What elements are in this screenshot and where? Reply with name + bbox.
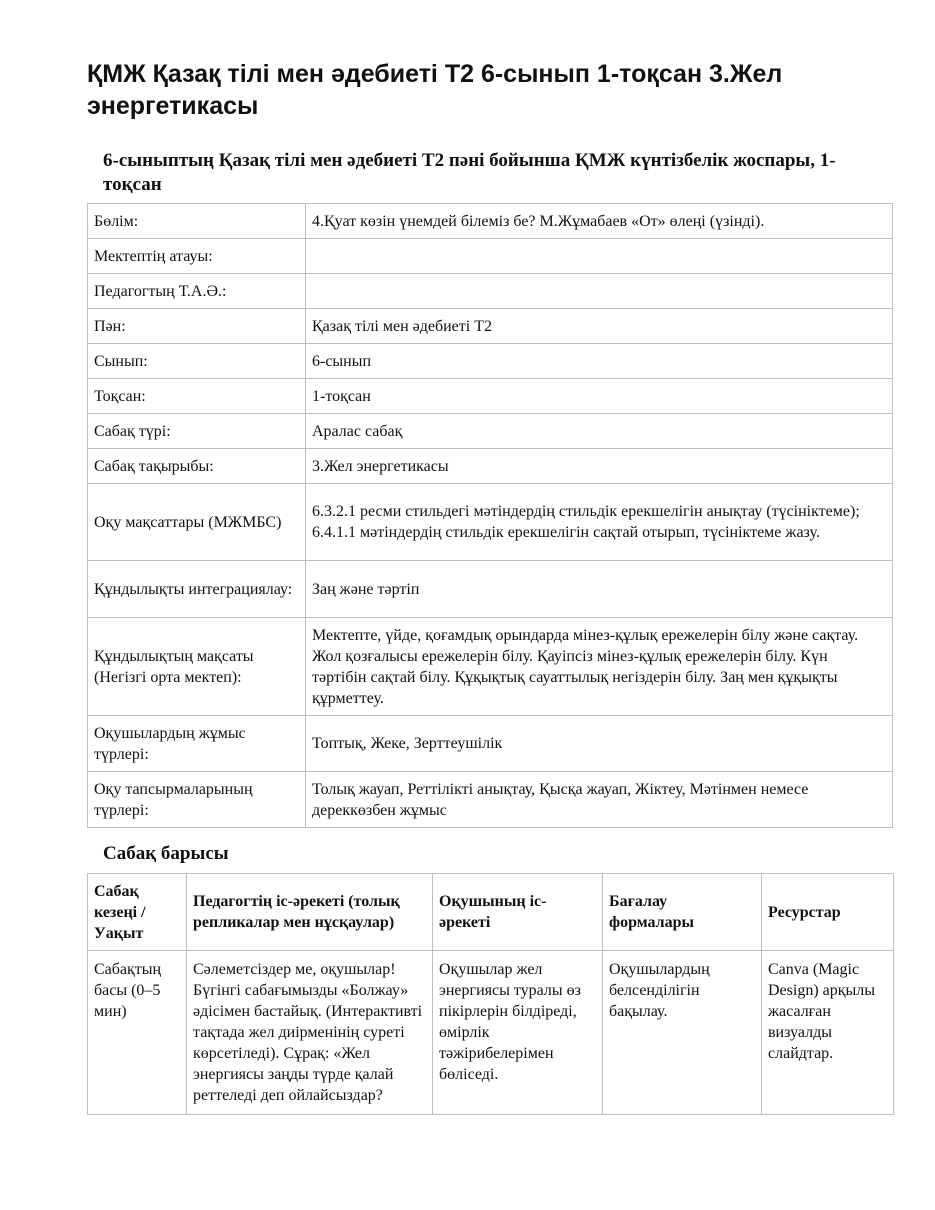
info-value: 1-тоқсан — [306, 379, 893, 414]
lesson-info-table — [87, 203, 893, 828]
table-row — [88, 239, 893, 274]
info-label: Оқушылардың жұмыс түрлері: — [88, 716, 306, 772]
table-row — [88, 379, 893, 414]
info-value: Топтық, Жеке, Зерттеушілік — [306, 716, 893, 772]
table-row — [88, 344, 893, 379]
table-row — [88, 618, 893, 716]
column-header-student-activity: Оқушының іс-әрекеті — [433, 874, 603, 951]
table-row — [88, 561, 893, 618]
lesson-progress-heading: Сабақ барысы — [103, 843, 229, 864]
plan-heading: 6-сыныптың Қазақ тілі мен әдебиеті Т2 пәні бойынша ҚМЖ күнтізбелік жоспары, 1-тоқсан — [103, 150, 836, 195]
info-value: Аралас сабақ — [306, 414, 893, 449]
info-label: Сабақ түрі: — [88, 414, 306, 449]
info-label: Мектептің атауы: — [88, 239, 306, 274]
column-header-teacher-activity: Педагогтің іс-әрекеті (толық репликалар мен нұсқаулар) — [187, 874, 433, 951]
table-row — [88, 414, 893, 449]
table-row — [88, 951, 894, 1115]
info-label: Сабақ тақырыбы: — [88, 449, 306, 484]
info-value: 4.Қуат көзін үнемдей білеміз бе? М.Жұмабаев «От» өлеңі (үзінді). — [306, 204, 893, 239]
info-label: Тоқсан: — [88, 379, 306, 414]
info-value: 6-сынып — [306, 344, 893, 379]
cell-assessment: Оқушылардың белсенділігін бақылау. — [603, 951, 762, 1115]
column-header-stage: Сабақ кезеңі / Уақыт — [88, 874, 187, 951]
info-value: Мектепте, үйде, қоғамдық орындарда мінез-құлық ережелерін білу және сақтау. Жол қозғалысы ережелерін білу. Қауіпсіз мінез-құлық ережелерін білу. Күн тәртібін сақтай білу. Құқықтық сауаттылық негіздерін білу. Заң мен құқықты құрметтеу. — [306, 618, 893, 716]
info-label: Оқу тапсырмаларының түрлері: — [88, 772, 306, 828]
info-value: Қазақ тілі мен әдебиеті Т2 — [306, 309, 893, 344]
info-label: Құндылықты интеграциялау: — [88, 561, 306, 618]
cell-teacher-activity: Сәлеметсіздер ме, оқушылар! Бүгінгі сабағымызды «Болжау» әдісімен бастайық. (Интерактивті тақтада жел диірменінің суреті көрсетіледі). Сұрақ: «Жел энергиясы заңды түрде қалай реттеледі деп ойлайсыздар? — [187, 951, 433, 1115]
info-value: Толық жауап, Реттілікті анықтау, Қысқа жауап, Жіктеу, Мәтінмен немесе дереккөзбен жұмыс — [306, 772, 893, 828]
table-row — [88, 309, 893, 344]
cell-stage: Сабақтың басы (0–5 мин) — [88, 951, 187, 1115]
table-row — [88, 484, 893, 561]
lesson-progress-table — [87, 873, 894, 1115]
table-row — [88, 204, 893, 239]
column-header-resources: Ресурстар — [762, 874, 894, 951]
info-label: Бөлім: — [88, 204, 306, 239]
cell-resources: Canva (Magic Design) арқылы жасалған визуалды слайдтар. — [762, 951, 894, 1115]
info-value — [306, 239, 893, 274]
info-label: Педагогтың Т.А.Ә.: — [88, 274, 306, 309]
info-label: Пән: — [88, 309, 306, 344]
cell-student-activity: Оқушылар жел энергиясы туралы өз пікірлерін білдіреді, өмірлік тәжірибелерімен бөліседі. — [433, 951, 603, 1115]
column-header-assessment: Бағалау формалары — [603, 874, 762, 951]
table-header-row — [88, 874, 894, 951]
document-title: ҚМЖ Қазақ тілі мен әдебиеті Т2 6-сынып 1-тоқсан 3.Жел энергетикасы — [87, 60, 783, 120]
info-value — [306, 274, 893, 309]
table-row — [88, 716, 893, 772]
info-label: Құндылықтың мақсаты (Негізгі орта мектеп): — [88, 618, 306, 716]
info-label: Оқу мақсаттары (МЖМБС) — [88, 484, 306, 561]
table-row — [88, 274, 893, 309]
table-row — [88, 449, 893, 484]
info-value: Заң және тәртіп — [306, 561, 893, 618]
table-row — [88, 772, 893, 828]
info-label: Сынып: — [88, 344, 306, 379]
info-value: 3.Жел энергетикасы — [306, 449, 893, 484]
info-value: 6.3.2.1 ресми стильдегі мәтіндердің стильдік ерекшелігін анықтау (түсініктеме); 6.4.1.1 мәтіндердің стильдік ерекшелігін сақтай отырып, түсініктеме жазу. — [306, 484, 893, 561]
